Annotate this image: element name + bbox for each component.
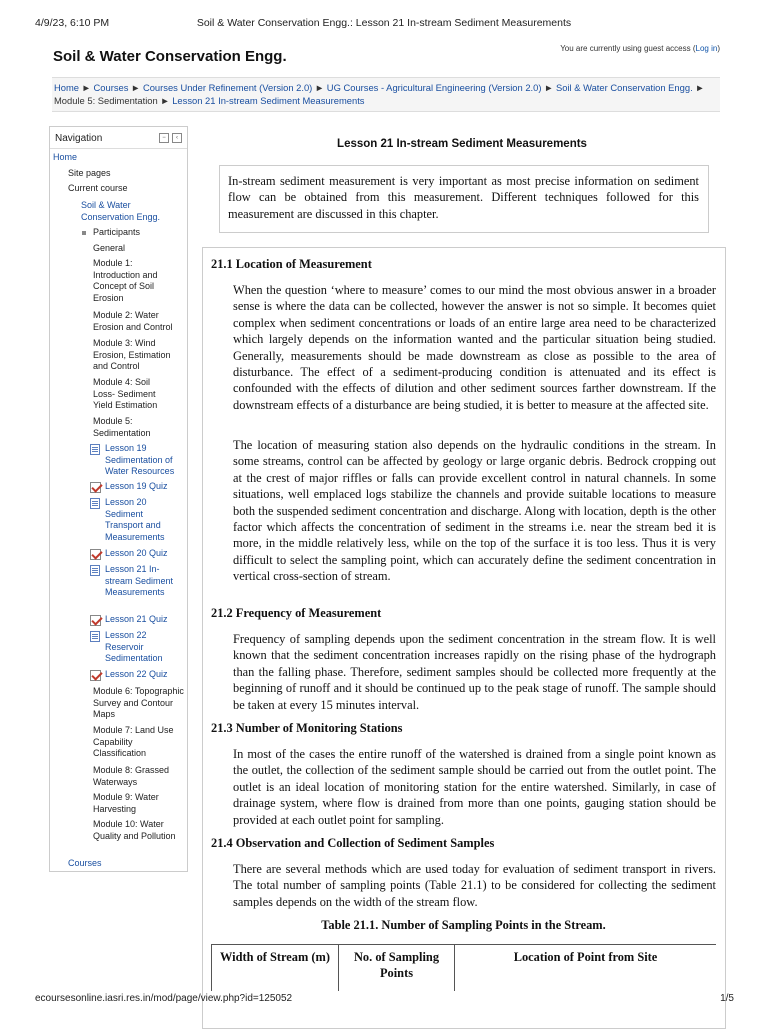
nav-site-pages[interactable]: Site pages (68, 168, 111, 178)
print-title: Soil & Water Conservation Engg.: Lesson 21 In-stream Sediment Measurements (196, 17, 572, 29)
collapse-icon[interactable]: − (159, 133, 169, 143)
site-title[interactable]: Soil & Water Conservation Engg. (53, 48, 287, 65)
quiz-icon (90, 670, 101, 681)
footer-url: ecoursesonline.iasri.res.in/mod/page/view.php?id=125052 (35, 993, 293, 1004)
breadcrumb-course[interactable]: Soil & Water Conservation Engg. (555, 82, 693, 93)
footer-page-number: 1/5 (720, 993, 734, 1004)
nav-module-7[interactable]: Module 7: Land Use Capability Classification (93, 725, 174, 759)
nav-lesson-22-quiz[interactable]: Lesson 22 Quiz (105, 669, 168, 679)
nav-lesson-19-quiz[interactable]: Lesson 19 Quiz (105, 481, 168, 491)
breadcrumb (52, 77, 720, 112)
page-icon (90, 444, 100, 455)
breadcrumb-sep: ► (541, 82, 556, 93)
breadcrumb-module: Module 5: Sedimentation (54, 95, 158, 106)
section-heading-21-4: 21.4 Observation and Collection of Sediment Samples (211, 836, 495, 850)
nav-lesson-20-quiz[interactable]: Lesson 20 Quiz (105, 548, 168, 558)
breadcrumb-ug-courses[interactable]: UG Courses - Agricultural Engineering (Version 2.0) (326, 82, 542, 93)
nav-lesson-22[interactable]: Lesson 22 Reservoir Sedimentation (105, 630, 163, 664)
page-icon (90, 498, 100, 509)
nav-module-8[interactable]: Module 8: Grassed Waterways (93, 765, 170, 787)
section-heading-21-1: 21.1 Location of Measurement (211, 257, 372, 271)
quiz-icon (90, 482, 101, 493)
nav-module-1[interactable]: Module 1: Introduction and Concept of Soil Erosion (93, 258, 158, 303)
paragraph-location-2: The location of measuring station also depends on the hydraulic conditions in the stream. In some streams, control can be affected by geology or large organic debris. Bedrock cropping out at the crest of major riffles or falls can provide excellent control in natural channels. In some situations, well emplaced logs stabilize the channels and provide suitable locations to measure both the suspended sediment concentration and discharge. Along with location, depth is the other factor which affects the concentration of sediment in the streams i.e. near the stream bed it is more, in the middle relatively less, while on the top of the surface it is too less. Thus it is very difficult to select the sampling point, which can accurately define the sediment concentration in vertical cross-section of stream. (233, 438, 716, 584)
paragraph-frequency: Frequency of sampling depends upon the sediment concentration in the stream flow. It is well known that the sediment concentration increases rapidly on the rising phase of the hydrograph than the falling phase. Therefore, sediment samples should be collected more frequently at the beginning of runoff and it should be continued up to the peak stage of runoff. The sample should be taken at every 15 minutes interval. (233, 632, 716, 712)
breadcrumb-under-refinement[interactable]: Courses Under Refinement (Version 2.0) (142, 82, 313, 93)
lesson-title: Lesson 21 In-stream Sediment Measurements (337, 138, 587, 150)
navigation-header (50, 127, 187, 149)
login-info (560, 44, 720, 53)
login-suffix: ) (717, 44, 720, 53)
login-link[interactable]: Log in (695, 44, 718, 53)
dock-icon[interactable]: ‹ (172, 133, 182, 143)
nav-lesson-19[interactable]: Lesson 19 Sedimentation of Water Resources (105, 443, 175, 477)
nav-module-6[interactable]: Module 6: Topographic Survey and Contour Maps (93, 686, 184, 720)
breadcrumb-home[interactable]: Home (54, 82, 80, 93)
nav-courses[interactable]: Courses (68, 858, 102, 868)
nav-participants[interactable]: Participants (93, 227, 141, 237)
nav-current-course[interactable]: Current course (68, 183, 128, 193)
nav-module-10[interactable]: Module 10: Water Quality and Pollution (93, 819, 176, 841)
login-prefix: You are currently using guest access ( (560, 44, 696, 53)
table-header-points: No. of Sampling Points (338, 945, 454, 991)
intro-text: In-stream sediment measurement is very important as most precise information on sediment flow can be obtained from this measurement. Different techniques followed for this measurement are discussed in this chapter. (228, 174, 699, 221)
nav-module-9[interactable]: Module 9: Water Harvesting (93, 792, 159, 814)
nav-module-2[interactable]: Module 2: Water Erosion and Control (93, 310, 173, 332)
table-header-width: Width of Stream (m) (211, 945, 338, 991)
breadcrumb-lesson[interactable]: Lesson 21 In-stream Sediment Measurements (172, 95, 365, 106)
page-icon (90, 565, 100, 576)
nav-module-5[interactable]: Module 5: Sedimentation (93, 416, 151, 438)
bullet-icon (82, 231, 86, 235)
table-title: Table 21.1. Number of Sampling Points in the Stream. (321, 918, 606, 932)
breadcrumb-sep: ► (128, 82, 143, 93)
breadcrumb-sep: ► (157, 95, 173, 106)
block-controls (159, 133, 182, 143)
paragraph-observation: There are several methods which are used today for evaluation of sediment transport in rivers. The total number of sampling points (Table 21.1) to be considered for collecting the sediment samples depends on the width of the stream flow. (233, 862, 716, 909)
paragraph-location-1: When the question ‘where to measure’ comes to our mind the most obvious answer in a broader sense is where the data can be collected, however the answer is not so simple. It becomes quiet complex when sediment concentrations or loads of an entire large area need to be characterized which largely depends on the information wanted and the particular situation being studied. Generally, measurements should be made downstream as close as possible to the area of disturbance. The effect of a sediment-producing condition is attenuated and its effect is confounded with the effects of dilution and other sediment sources farther downstream. If the downstream effects of a disturbance are being studied, it is better to measure at the affected site. (233, 283, 716, 412)
nav-course[interactable]: Soil & Water Conservation Engg. (81, 200, 161, 222)
nav-lesson-20[interactable]: Lesson 20 Sediment Transport and Measurements (105, 497, 165, 542)
nav-home[interactable]: Home (53, 152, 78, 162)
table-header-location: Location of Point from Site (454, 945, 716, 991)
breadcrumb-sep: ► (312, 82, 327, 93)
breadcrumb-courses[interactable]: Courses (93, 82, 129, 93)
nav-module-4[interactable]: Module 4: Soil Loss- Sediment Yield Estimation (93, 377, 158, 411)
nav-lesson-21-quiz[interactable]: Lesson 21 Quiz (105, 614, 168, 624)
quiz-icon (90, 615, 101, 626)
page-icon (90, 631, 100, 642)
breadcrumb-sep: ► (692, 82, 705, 93)
section-heading-21-2: 21.2 Frequency of Measurement (211, 606, 382, 620)
nav-module-3[interactable]: Module 3: Wind Erosion, Estimation and Control (93, 338, 171, 372)
nav-general[interactable]: General (93, 243, 126, 253)
print-datetime: 4/9/23, 6:10 PM (35, 17, 110, 29)
section-heading-21-3: 21.3 Number of Monitoring Stations (211, 721, 403, 735)
breadcrumb-sep: ► (79, 82, 94, 93)
paragraph-monitoring: In most of the cases the entire runoff of the watershed is drained from a single point known as the outlet, the collection of the sediment sample should be carried out from the outlet point. The outlet is an ideal location of monitoring station for the entire watershed. Similarly, in case of drainage system, where flow is drained from more than one points, gauging station should be provided at each outlet point for sampling. (233, 747, 716, 827)
quiz-icon (90, 549, 101, 560)
nav-lesson-21[interactable]: Lesson 21 In-stream Sediment Measurements (105, 564, 174, 598)
sampling-points-table (211, 944, 716, 991)
navigation-title: Navigation (55, 133, 103, 144)
